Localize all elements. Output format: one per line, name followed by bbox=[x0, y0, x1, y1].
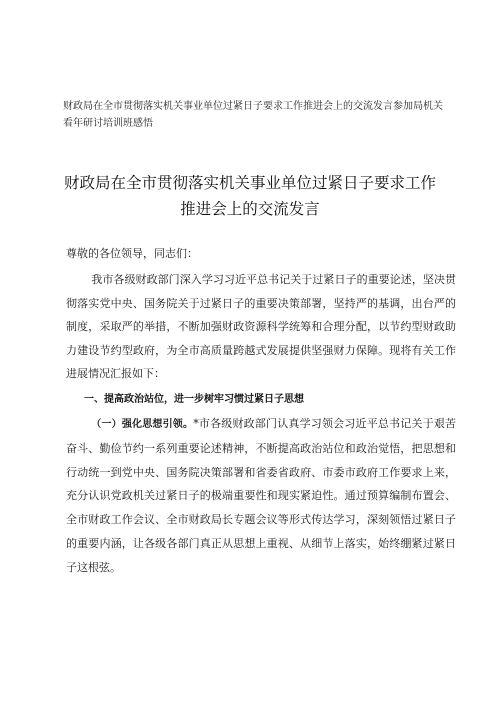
document-header: 财政局在全市贯彻落实机关事业单位过紧日子要求工作推进会上的交流发言参加局机关看年研讨培训班感悟 bbox=[63, 101, 443, 129]
section-heading-1: 一、提高政治站位，进一步树牢习惯过紧日子思想 bbox=[84, 394, 304, 405]
greeting: 尊敬的各位领导，同志们： bbox=[66, 247, 198, 260]
document-title bbox=[40, 170, 460, 222]
paragraph-1: 我市各级财政部门深入学习习近平总书记关于过紧日子的重要论述，坚决贯彻落实党中央、国务院关于过紧日子的重要决策部署，坚持严的基调，出台严的制度，采取严的举措，不断加强财政资源科学统筹和合理分配，以节约型财政助力建设节约型政府，为全市高质量跨越式发展提供坚强财力保障。现将有关工作进展情况汇报如下： bbox=[66, 273, 456, 380]
paragraph-2-body: *市各级财政部门认真学习领会习近平总书记关于艰苦奋斗、勤俭节约一系列重要论述精神，不断提高政治站位和政治觉悟，把思想和行动统一到党中央、国务院决策部署和省委省政府、市委市政府工作要求上来，充分认识党政机关过紧日子的极端重要性和现实紧迫性。通过预算编制布置会、全市财政工作会议、全市财政局长专题会议等形式传达学习，深刻领悟过紧日子的重要内涵，让各级各部门真正从思想上重视、从细节上落实，始终绷紧过紧日子这根弦。 bbox=[66, 417, 457, 574]
title-line-1: 财政局在全市贯彻落实机关事业单位过紧日子要求工作 bbox=[63, 174, 436, 192]
paragraph-2-lead: （一）强化思想引领。 bbox=[91, 419, 194, 430]
title-line-2: 推进会上的交流发言 bbox=[180, 200, 320, 218]
paragraph-2 bbox=[66, 412, 456, 580]
